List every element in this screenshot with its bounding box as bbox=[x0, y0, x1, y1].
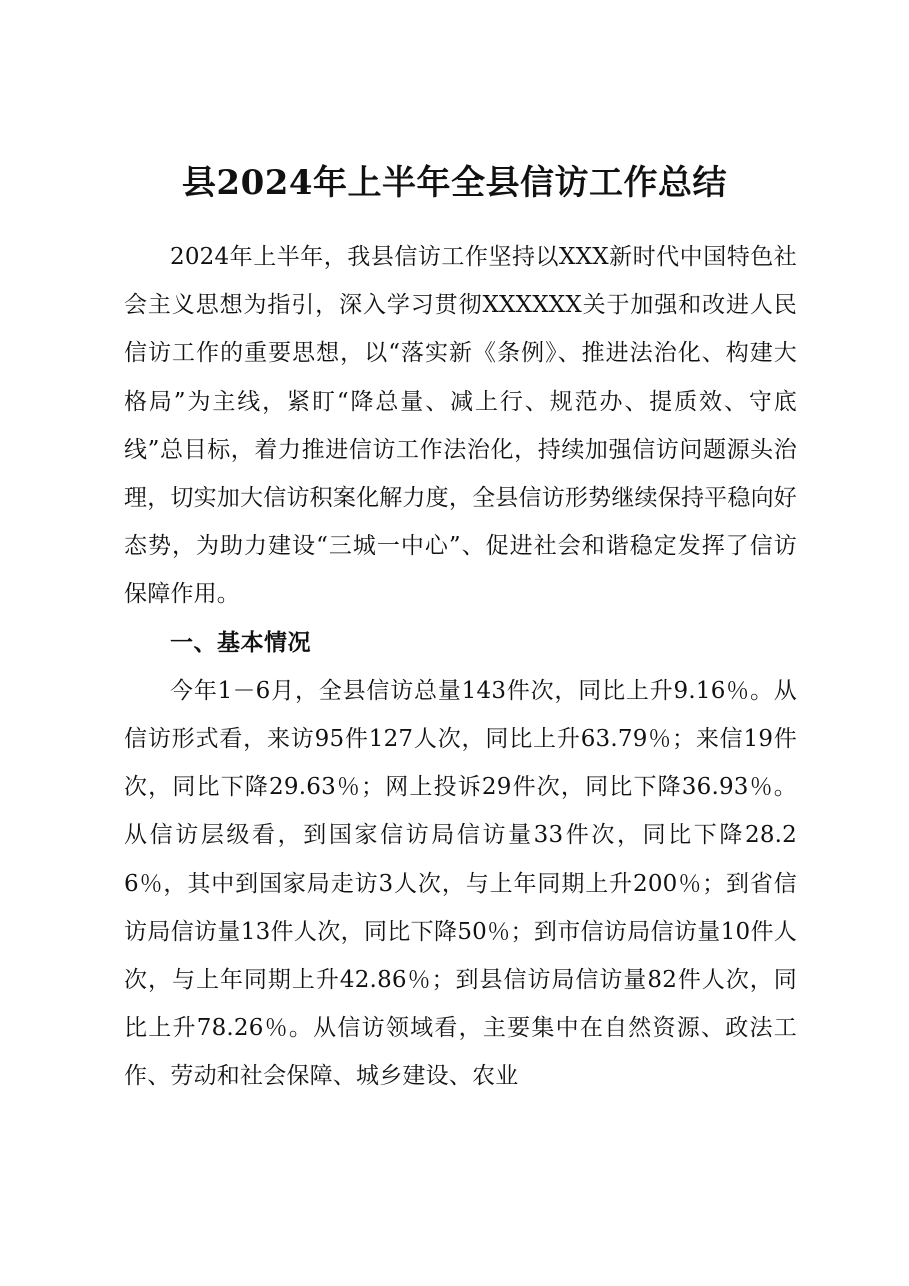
basic-situation-paragraph: 今年1－6月，全县信访总量143件次，同比上升9.16％。从信访形式看，来访95件127人次，同比上升63.79％；来信19件次，同比下降29.63％；网上投诉29件次，同比下降36.93％。从信访层级看，到国家信访局信访量33件次，同比下降28.26％，其中到国家局走访3人次，与上年同期上升200％；到省信访局信访量13件人次，同比下降50％；到市信访局信访量10件人次，与上年同期上升42.86％；到县信访局信访量82件人次，同比上升78.26％。从信访领域看，主要集中在自然资源、政法工作、劳动和社会保障、城乡建设、农业 bbox=[124, 677, 797, 1090]
document-body bbox=[124, 233, 797, 1101]
section-heading-basic-situation: 一、基本情况 bbox=[170, 629, 311, 656]
document-title: 县2024年上半年全县信访工作总结 bbox=[181, 163, 728, 203]
intro-paragraph: 2024年上半年，我县信访工作坚持以XXX新时代中国特色社会主义思想为指引，深入学习贯彻XXXXXX关于加强和改进人民信访工作的重要思想，以“落实新《条例》、推进法治化、构建大格局”为主线，紧盯“降总量、减上行、规范办、提质效、守底线”总目标，着力推进信访工作法治化，持续加强信访问题源头治理，切实加大信访积案化解力度，全县信访形势继续保持平稳向好态势，为助力建设“三城一中心”、促进社会和谐稳定发挥了信访保障作用。 bbox=[124, 244, 797, 608]
